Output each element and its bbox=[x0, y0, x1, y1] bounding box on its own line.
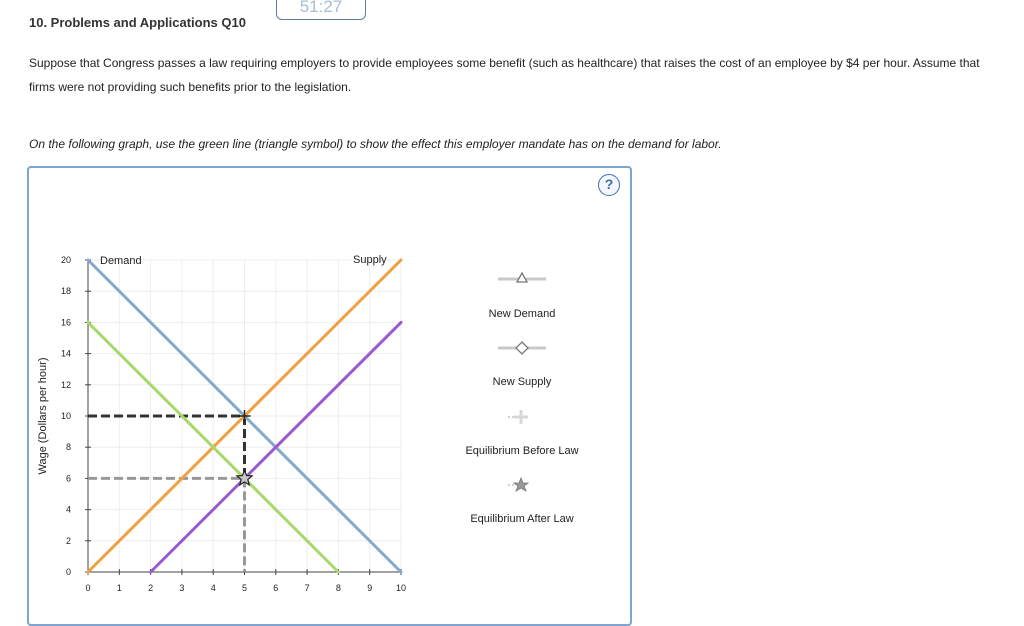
x-tick-label-8: 8 bbox=[335, 583, 341, 593]
x-tick-label-6: 6 bbox=[273, 583, 279, 593]
y-tick-label-0: 0 bbox=[65, 567, 71, 577]
new-demand-tool[interactable] bbox=[496, 270, 548, 288]
x-tick-label-0: 0 bbox=[85, 583, 91, 593]
x-tick-label-1: 1 bbox=[116, 583, 122, 593]
demand-curve-label: Demand bbox=[100, 255, 142, 267]
equilibrium-before-tool[interactable] bbox=[506, 407, 536, 427]
x-tick-label-2: 2 bbox=[148, 583, 154, 593]
diamond-line-icon bbox=[496, 339, 548, 357]
equilibrium-before-label: Equilibrium Before Law bbox=[465, 445, 579, 457]
cross-point-icon bbox=[506, 407, 536, 427]
supply-curve-label: Supply bbox=[353, 254, 387, 266]
equilibrium-after-tool[interactable] bbox=[506, 475, 536, 495]
x-tick-label-10: 10 bbox=[395, 583, 407, 593]
help-icon[interactable]: ? bbox=[598, 174, 620, 196]
y-tick-label-7: 14 bbox=[60, 348, 71, 359]
equilibrium-after-label: Equilibrium After Law bbox=[470, 513, 574, 525]
y-tick-label-8: 16 bbox=[60, 317, 71, 328]
instruction-text: On the following graph, use the green line (triangle symbol) to show the effect this employer mandate has on the demand for labor. bbox=[29, 137, 722, 151]
question-title: 10. Problems and Applications Q10 bbox=[29, 15, 246, 30]
question-text: Suppose that Congress passes a law requiring employers to provide employees some benefit (such as healthcare) that raises the cost of an employee by $4 per hour. Assume that firms were not providing such benefits prior to the legislation. bbox=[29, 56, 980, 94]
new-supply-tool[interactable] bbox=[496, 339, 548, 357]
timer-display: 51:27 bbox=[276, 0, 366, 20]
y-tick-label-9: 18 bbox=[60, 286, 71, 297]
x-tick-label-4: 4 bbox=[210, 583, 216, 593]
x-tick-label-9: 9 bbox=[367, 583, 373, 593]
y-tick-label-4: 8 bbox=[65, 442, 71, 453]
y-tick-label-2: 4 bbox=[65, 504, 71, 515]
new-demand-label: New Demand bbox=[488, 308, 556, 320]
new-supply-label: New Supply bbox=[492, 376, 552, 388]
y-tick-label-6: 12 bbox=[60, 379, 71, 390]
x-tick-label-3: 3 bbox=[179, 583, 185, 593]
x-tick-label-7: 7 bbox=[304, 583, 310, 593]
y-axis-label: Wage (Dollars per hour) bbox=[37, 357, 49, 475]
y-tick-label-1: 2 bbox=[65, 535, 71, 546]
star-point-icon bbox=[506, 475, 536, 495]
x-tick-label-5: 5 bbox=[241, 583, 248, 593]
y-tick-label-10: 20 bbox=[60, 255, 71, 265]
triangle-line-icon bbox=[496, 270, 548, 288]
y-tick-label-5: 10 bbox=[60, 411, 71, 421]
y-tick-label-3: 6 bbox=[65, 473, 71, 484]
